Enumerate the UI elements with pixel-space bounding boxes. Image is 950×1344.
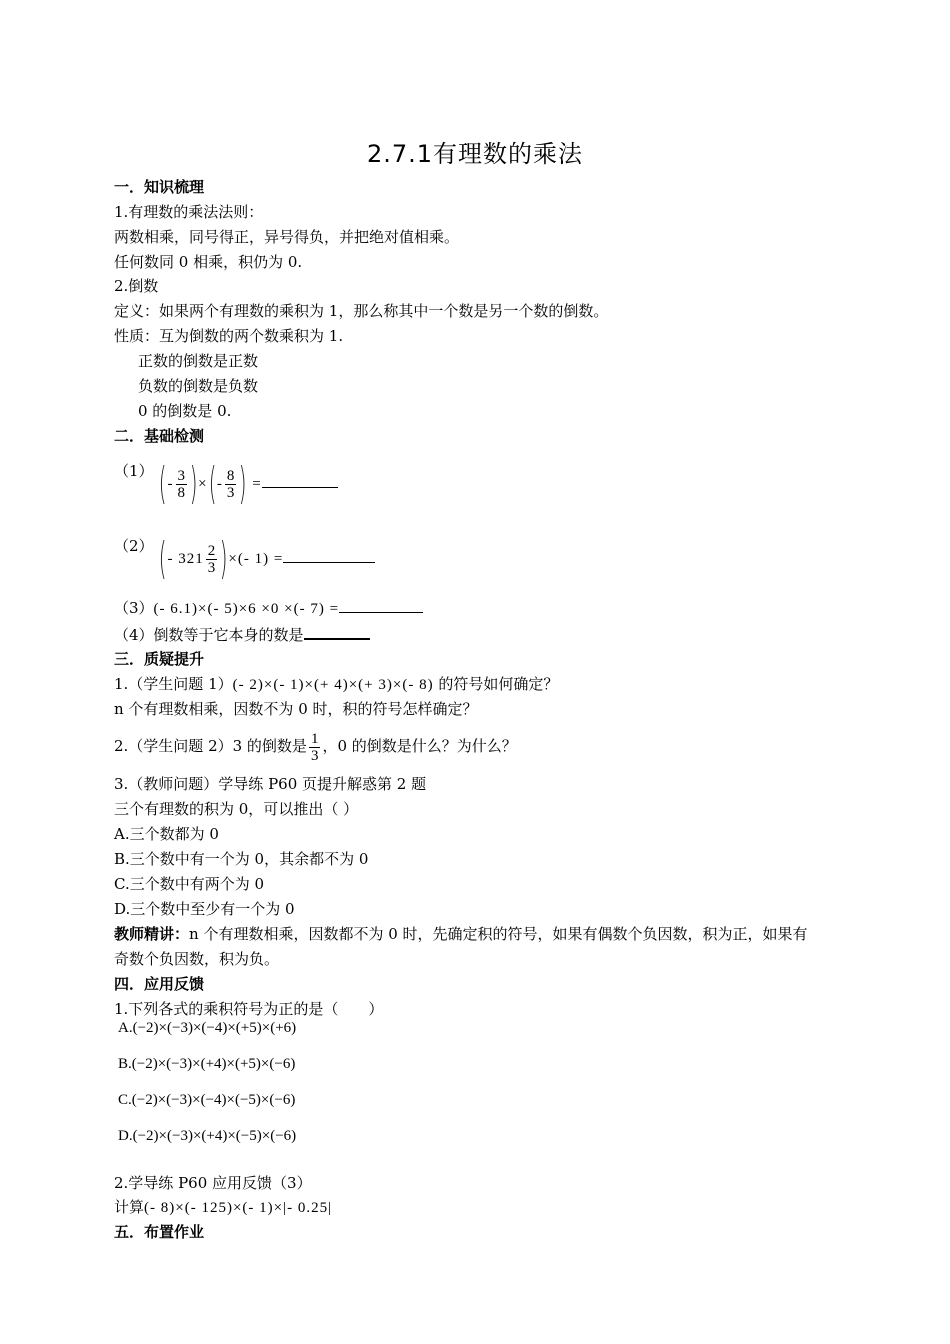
question-4 bbox=[114, 624, 370, 645]
numerator: 1 bbox=[310, 730, 319, 747]
answer-blank[interactable] bbox=[304, 624, 370, 640]
numerator: 8 bbox=[226, 467, 235, 484]
section-heading-1: 一．知识梳理 bbox=[114, 178, 205, 196]
text-line: 两数相乘，同号得正，异号得负，并把绝对值相乘。 bbox=[114, 228, 460, 246]
expression-rest: ×(- 1) = bbox=[228, 551, 284, 567]
option-c: C.三个数中有两个为 0 bbox=[114, 875, 265, 893]
text-line: 三个有理数的积为 0，可以推出（ ） bbox=[114, 800, 359, 818]
fraction bbox=[206, 543, 218, 576]
expression: (- 6.1)×(- 5)×6 ×0 ×(- 7) = bbox=[153, 601, 340, 617]
text-line bbox=[114, 728, 517, 764]
option-d: D.三个数中至少有一个为 0 bbox=[114, 900, 295, 918]
text-line: 1.下列各式的乘积符号为正的是（ ） bbox=[114, 1000, 384, 1018]
text-line: n 个有理数相乘，因数不为 0 时，积的符号怎样确定？ bbox=[114, 700, 478, 718]
question-1: （1） (- $\frac{3}{8}$ )×(- $\frac{8}{3}$ ) = bbox=[114, 461, 338, 506]
text-line: 负数的倒数是负数 bbox=[138, 377, 259, 395]
question-label: （3） bbox=[114, 599, 154, 617]
question-2 bbox=[114, 533, 375, 584]
text-line bbox=[114, 1197, 332, 1218]
section-heading-4: 四．应用反馈 bbox=[114, 975, 205, 993]
fraction bbox=[225, 468, 237, 501]
answer-blank[interactable] bbox=[283, 548, 375, 563]
left-paren: ( bbox=[159, 533, 167, 584]
section-heading-3: 三．质疑提升 bbox=[114, 650, 205, 668]
section-heading-2: 二．基础检测 bbox=[114, 427, 205, 445]
section-heading-5: 五．布置作业 bbox=[114, 1223, 205, 1241]
text-line: 1.有理数的乘法法则： bbox=[114, 203, 264, 221]
text-span: 2.（学生问题 2）3 的倒数是 bbox=[114, 737, 307, 755]
teacher-note bbox=[114, 924, 808, 944]
question-text: （4）倒数等于它本身的数是 bbox=[114, 626, 304, 644]
fraction bbox=[309, 731, 321, 764]
choice-d: D.(−2)×(−3)×(+4)×(−5)×(−6) bbox=[118, 1128, 297, 1144]
text-line: 0 的倒数是 0. bbox=[138, 402, 232, 420]
text-span: 计算 bbox=[114, 1198, 145, 1216]
right-paren: ) bbox=[189, 458, 198, 509]
option-b: B.三个数中有一个为 0，其余都不为 0 bbox=[114, 850, 369, 868]
text-line: 3.（教师问题）学导练 P60 页提升解惑第 2 题 bbox=[114, 775, 427, 793]
text-line: 2.倒数 bbox=[114, 277, 159, 295]
teacher-note-text: n 个有理数相乘，因数都不为 0 时，先确定积的符号，如果有偶数个负因数，积为正，如果有 bbox=[189, 925, 808, 943]
expression: (- 2)×(- 1)×(+ 4)×(+ 3)×(- 8) bbox=[232, 677, 434, 693]
left-paren: ( bbox=[208, 458, 217, 509]
text-line bbox=[114, 674, 558, 695]
denominator: 3 bbox=[226, 484, 235, 501]
option-a: A.三个数都为 0 bbox=[114, 825, 219, 843]
numerator: 2 bbox=[207, 542, 216, 559]
denominator: 3 bbox=[310, 747, 319, 764]
denominator: 3 bbox=[207, 559, 216, 576]
choice-a: A.(−2)×(−3)×(−4)×(+5)×(+6) bbox=[118, 1020, 297, 1036]
numerator: 3 bbox=[177, 467, 185, 484]
text-span: 的符号如何确定？ bbox=[433, 675, 559, 693]
expression: (- 8)×(- 125)×(- 1)×|- 0.25| bbox=[144, 1200, 333, 1216]
left-paren: ( bbox=[159, 458, 167, 509]
mixed-whole: - 321 bbox=[167, 551, 204, 567]
text-line: 性质：互为倒数的两个数乘积为 1. bbox=[114, 327, 344, 345]
text-span: 1.（学生问题 1） bbox=[114, 675, 233, 693]
question-3 bbox=[114, 598, 423, 619]
choice-b: B.(−2)×(−3)×(+4)×(+5)×(−6) bbox=[118, 1056, 296, 1072]
answer-blank[interactable] bbox=[262, 473, 338, 488]
answer-blank[interactable] bbox=[339, 598, 423, 613]
right-paren: ) bbox=[239, 458, 247, 509]
text-span: ，0 的倒数是什么？为什么？ bbox=[322, 737, 517, 755]
text-line: 定义：如果两个有理数的乘积为 1，那么称其中一个数是另一个数的倒数。 bbox=[114, 302, 609, 320]
text-line: 正数的倒数是正数 bbox=[138, 352, 259, 370]
teacher-note-label: 教师精讲： bbox=[114, 925, 190, 943]
fraction bbox=[176, 468, 188, 501]
denominator: 8 bbox=[177, 484, 185, 501]
text-line: 任何数同 0 相乘，积仍为 0. bbox=[114, 253, 303, 271]
page-title: 2.7.1有理数的乘法 bbox=[366, 140, 584, 168]
text-line: 2.学导练 P60 应用反馈（3） bbox=[114, 1174, 312, 1192]
question-label: （1） bbox=[114, 462, 154, 480]
right-paren: ) bbox=[219, 533, 228, 584]
question-label: （2） bbox=[114, 537, 154, 555]
choice-c: C.(−2)×(−3)×(−4)×(−5)×(−6) bbox=[118, 1092, 296, 1108]
teacher-note-cont: 奇数个负因数，积为负。 bbox=[114, 950, 280, 968]
